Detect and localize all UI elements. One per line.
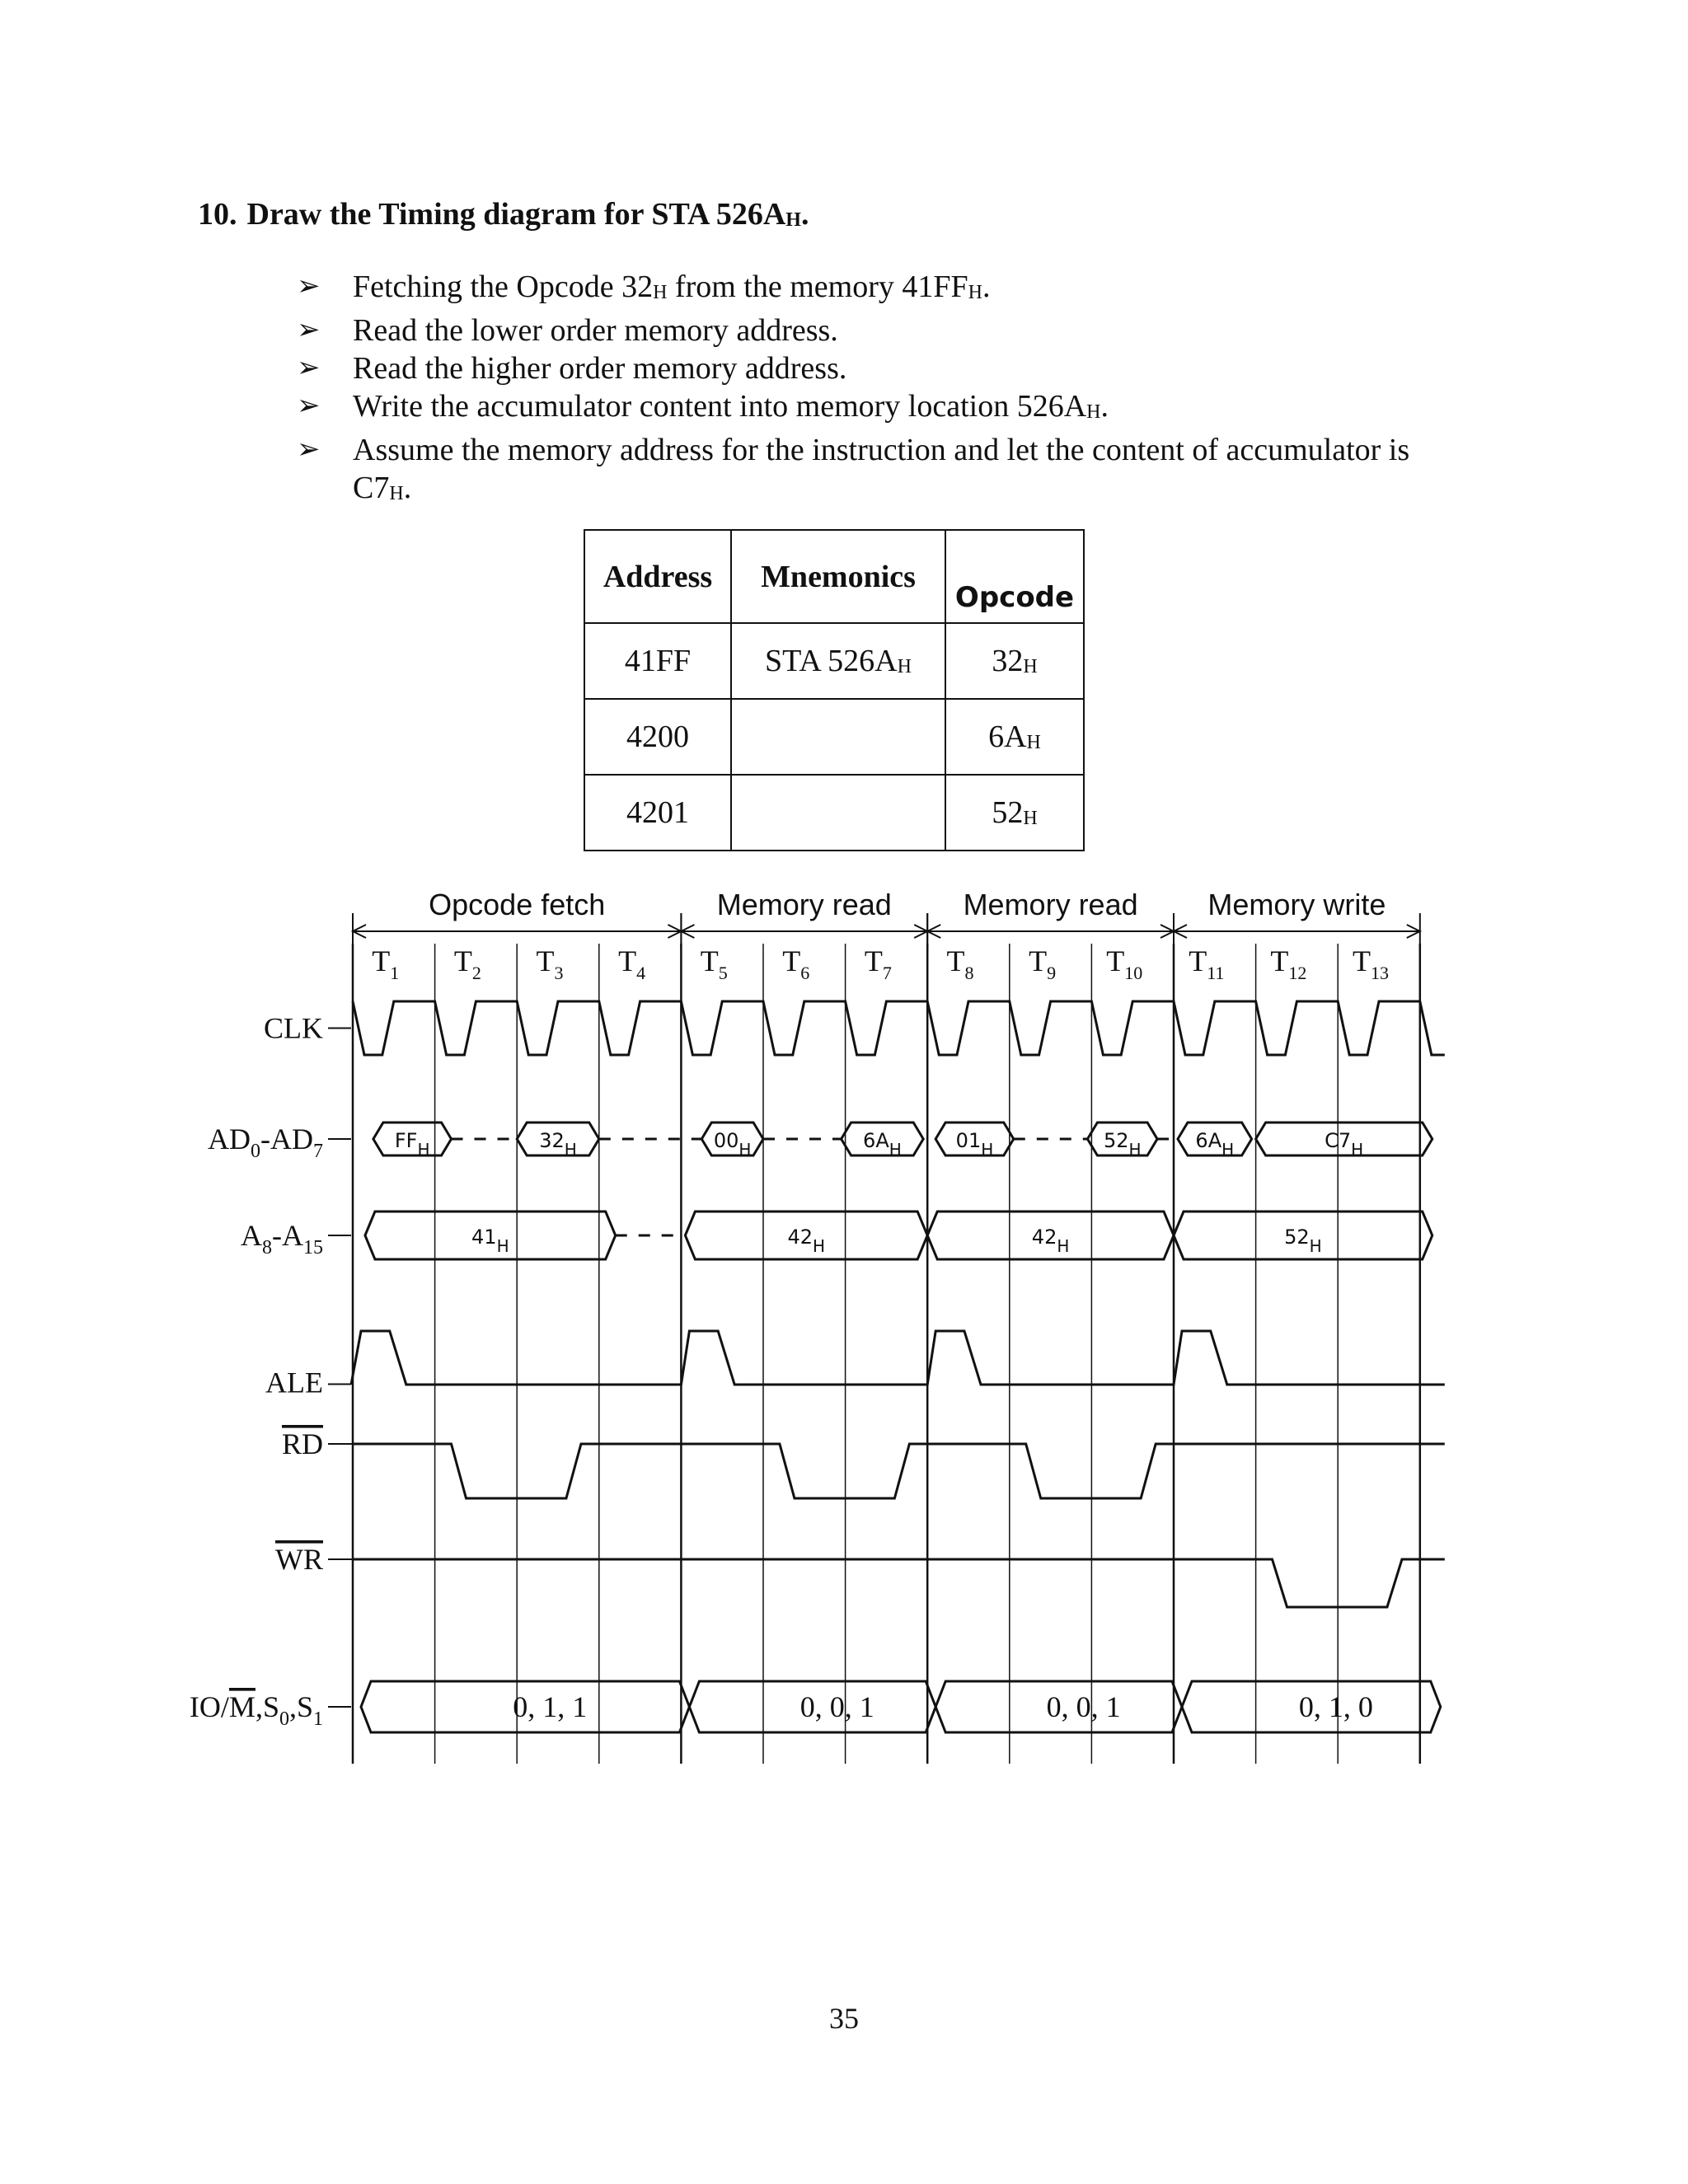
step-text: Read the lower order memory address. bbox=[353, 313, 838, 348]
step-subscript: H bbox=[1086, 401, 1101, 423]
ad-bus-value: $52_H$ bbox=[1103, 1129, 1142, 1160]
tstate-label: $T_{12}$ bbox=[1270, 944, 1307, 983]
phase-label: Memory write bbox=[1207, 888, 1386, 921]
status-bus-value: 0, 0, 1 bbox=[1046, 1690, 1121, 1723]
step-text: . bbox=[982, 269, 991, 304]
cell-mnemonic bbox=[731, 775, 945, 851]
table-row bbox=[584, 775, 1084, 851]
step-subscript: H bbox=[389, 483, 404, 504]
opcode-text: 52 bbox=[992, 795, 1024, 830]
opcode-text: 6A bbox=[988, 719, 1027, 754]
question-title: Draw the Timing diagram for STA 526A bbox=[246, 197, 786, 232]
a-bus-value: $41_H$ bbox=[471, 1226, 509, 1256]
ad-bus-value: $C7_H$ bbox=[1325, 1129, 1364, 1160]
status-bus-value: 0, 1, 1 bbox=[513, 1690, 588, 1723]
tstate-label: $T_{13}$ bbox=[1353, 944, 1389, 983]
question-title-subscript: H bbox=[785, 209, 801, 231]
opcode-subscript: H bbox=[1023, 808, 1038, 829]
step-item bbox=[297, 312, 1467, 349]
ad-bus-value: $00_H$ bbox=[713, 1129, 752, 1160]
timing-diagram bbox=[0, 857, 1688, 1797]
tstate-label: $T_{10}$ bbox=[1106, 944, 1143, 983]
step-text: from the memory 41FF bbox=[667, 269, 968, 304]
mnemonic-text: STA 526A bbox=[765, 644, 898, 678]
step-item bbox=[297, 349, 1467, 387]
cell-address: 41FF bbox=[584, 623, 731, 699]
step-item bbox=[297, 268, 1467, 312]
signal-label-clk: CLK bbox=[264, 1011, 323, 1045]
instruction-table bbox=[584, 529, 1085, 851]
ad-bus-value: $6A_H$ bbox=[1195, 1129, 1235, 1160]
cell-opcode bbox=[945, 775, 1084, 851]
step-text: Assume the memory address for the instruction and let the content of accumulator is C7 bbox=[353, 433, 1410, 505]
tstate-label: $T_9$ bbox=[1029, 944, 1057, 983]
signal-label-rd: RD bbox=[281, 1427, 323, 1460]
tstate-label: $T_7$ bbox=[864, 944, 892, 983]
tstate-label: $T_3$ bbox=[536, 944, 564, 983]
tstate-label: $T_{11}$ bbox=[1189, 944, 1225, 983]
signal-label-ad: $AD_0-AD_7$ bbox=[208, 1122, 323, 1162]
step-text: Read the higher order memory address. bbox=[353, 351, 847, 386]
status-bus-value: 0, 1, 0 bbox=[1298, 1690, 1373, 1723]
ad-bus-value: $01_H$ bbox=[955, 1129, 994, 1160]
phase-label: Memory read bbox=[963, 888, 1138, 921]
tstate-label: $T_5$ bbox=[700, 944, 728, 983]
a-bus-value: $42_H$ bbox=[787, 1226, 826, 1256]
header-mnemonics: Mnemonics bbox=[731, 530, 945, 623]
opcode-text: 32 bbox=[992, 644, 1024, 678]
table-row bbox=[584, 699, 1084, 775]
steps-list bbox=[297, 268, 1467, 513]
page-number: 35 bbox=[829, 2002, 859, 2035]
ad-bus-value: $FF_H$ bbox=[394, 1129, 430, 1160]
question-number: 10. bbox=[198, 197, 237, 232]
step-subscript: H bbox=[968, 282, 982, 303]
tstate-label: $T_2$ bbox=[453, 944, 481, 983]
mnemonic-subscript: H bbox=[897, 656, 912, 677]
tstate-label: $T_4$ bbox=[618, 944, 646, 983]
step-text: Fetching the Opcode 32 bbox=[353, 269, 654, 304]
cell-mnemonic bbox=[731, 699, 945, 775]
header-address: Address bbox=[584, 530, 731, 623]
cell-address: 4201 bbox=[584, 775, 731, 851]
opcode-subscript: H bbox=[1023, 656, 1038, 677]
ale-waveform bbox=[351, 1331, 1445, 1385]
step-text: Write the accumulator content into memory location 526A bbox=[353, 389, 1087, 424]
table-header-row bbox=[584, 530, 1084, 623]
signal-label-wr: WR bbox=[275, 1543, 323, 1576]
cell-address: 4200 bbox=[584, 699, 731, 775]
step-subscript: H bbox=[653, 282, 668, 303]
question-title-end: . bbox=[800, 197, 809, 232]
phase-label: Opcode fetch bbox=[429, 888, 606, 921]
step-item bbox=[297, 387, 1467, 431]
question-heading bbox=[198, 196, 809, 232]
tstate-label: $T_8$ bbox=[946, 944, 974, 983]
tstate-label: $T_6$ bbox=[782, 944, 810, 983]
status-bus-value: 0, 0, 1 bbox=[799, 1690, 874, 1723]
arrow-bullet-icon: ➢ bbox=[297, 434, 321, 465]
step-text: . bbox=[1100, 389, 1109, 424]
signal-label-ale: ALE bbox=[265, 1366, 323, 1399]
cell-opcode bbox=[945, 699, 1084, 775]
step-text: . bbox=[403, 471, 412, 505]
signal-label-io: $IO/M,S_0,S_1$ bbox=[189, 1690, 323, 1730]
arrow-bullet-icon: ➢ bbox=[297, 271, 321, 302]
ad-bus-value: $32_H$ bbox=[539, 1129, 577, 1160]
a-bus-value: $42_H$ bbox=[1031, 1226, 1070, 1256]
cell-mnemonic bbox=[731, 623, 945, 699]
phase-label: Memory read bbox=[716, 888, 892, 921]
arrow-bullet-icon: ➢ bbox=[297, 391, 321, 421]
table-row bbox=[584, 623, 1084, 699]
step-item bbox=[297, 431, 1467, 513]
signal-label-a: $A_8-A_{15}$ bbox=[241, 1219, 323, 1258]
ad-bus-value: $6A_H$ bbox=[863, 1129, 902, 1160]
a-bus-value: $52_H$ bbox=[1284, 1226, 1322, 1256]
arrow-bullet-icon: ➢ bbox=[297, 315, 321, 345]
arrow-bullet-icon: ➢ bbox=[297, 353, 321, 383]
header-opcode: Opcode bbox=[945, 530, 1084, 623]
cell-opcode bbox=[945, 623, 1084, 699]
opcode-subscript: H bbox=[1026, 732, 1041, 753]
tstate-label: $T_1$ bbox=[372, 944, 400, 983]
